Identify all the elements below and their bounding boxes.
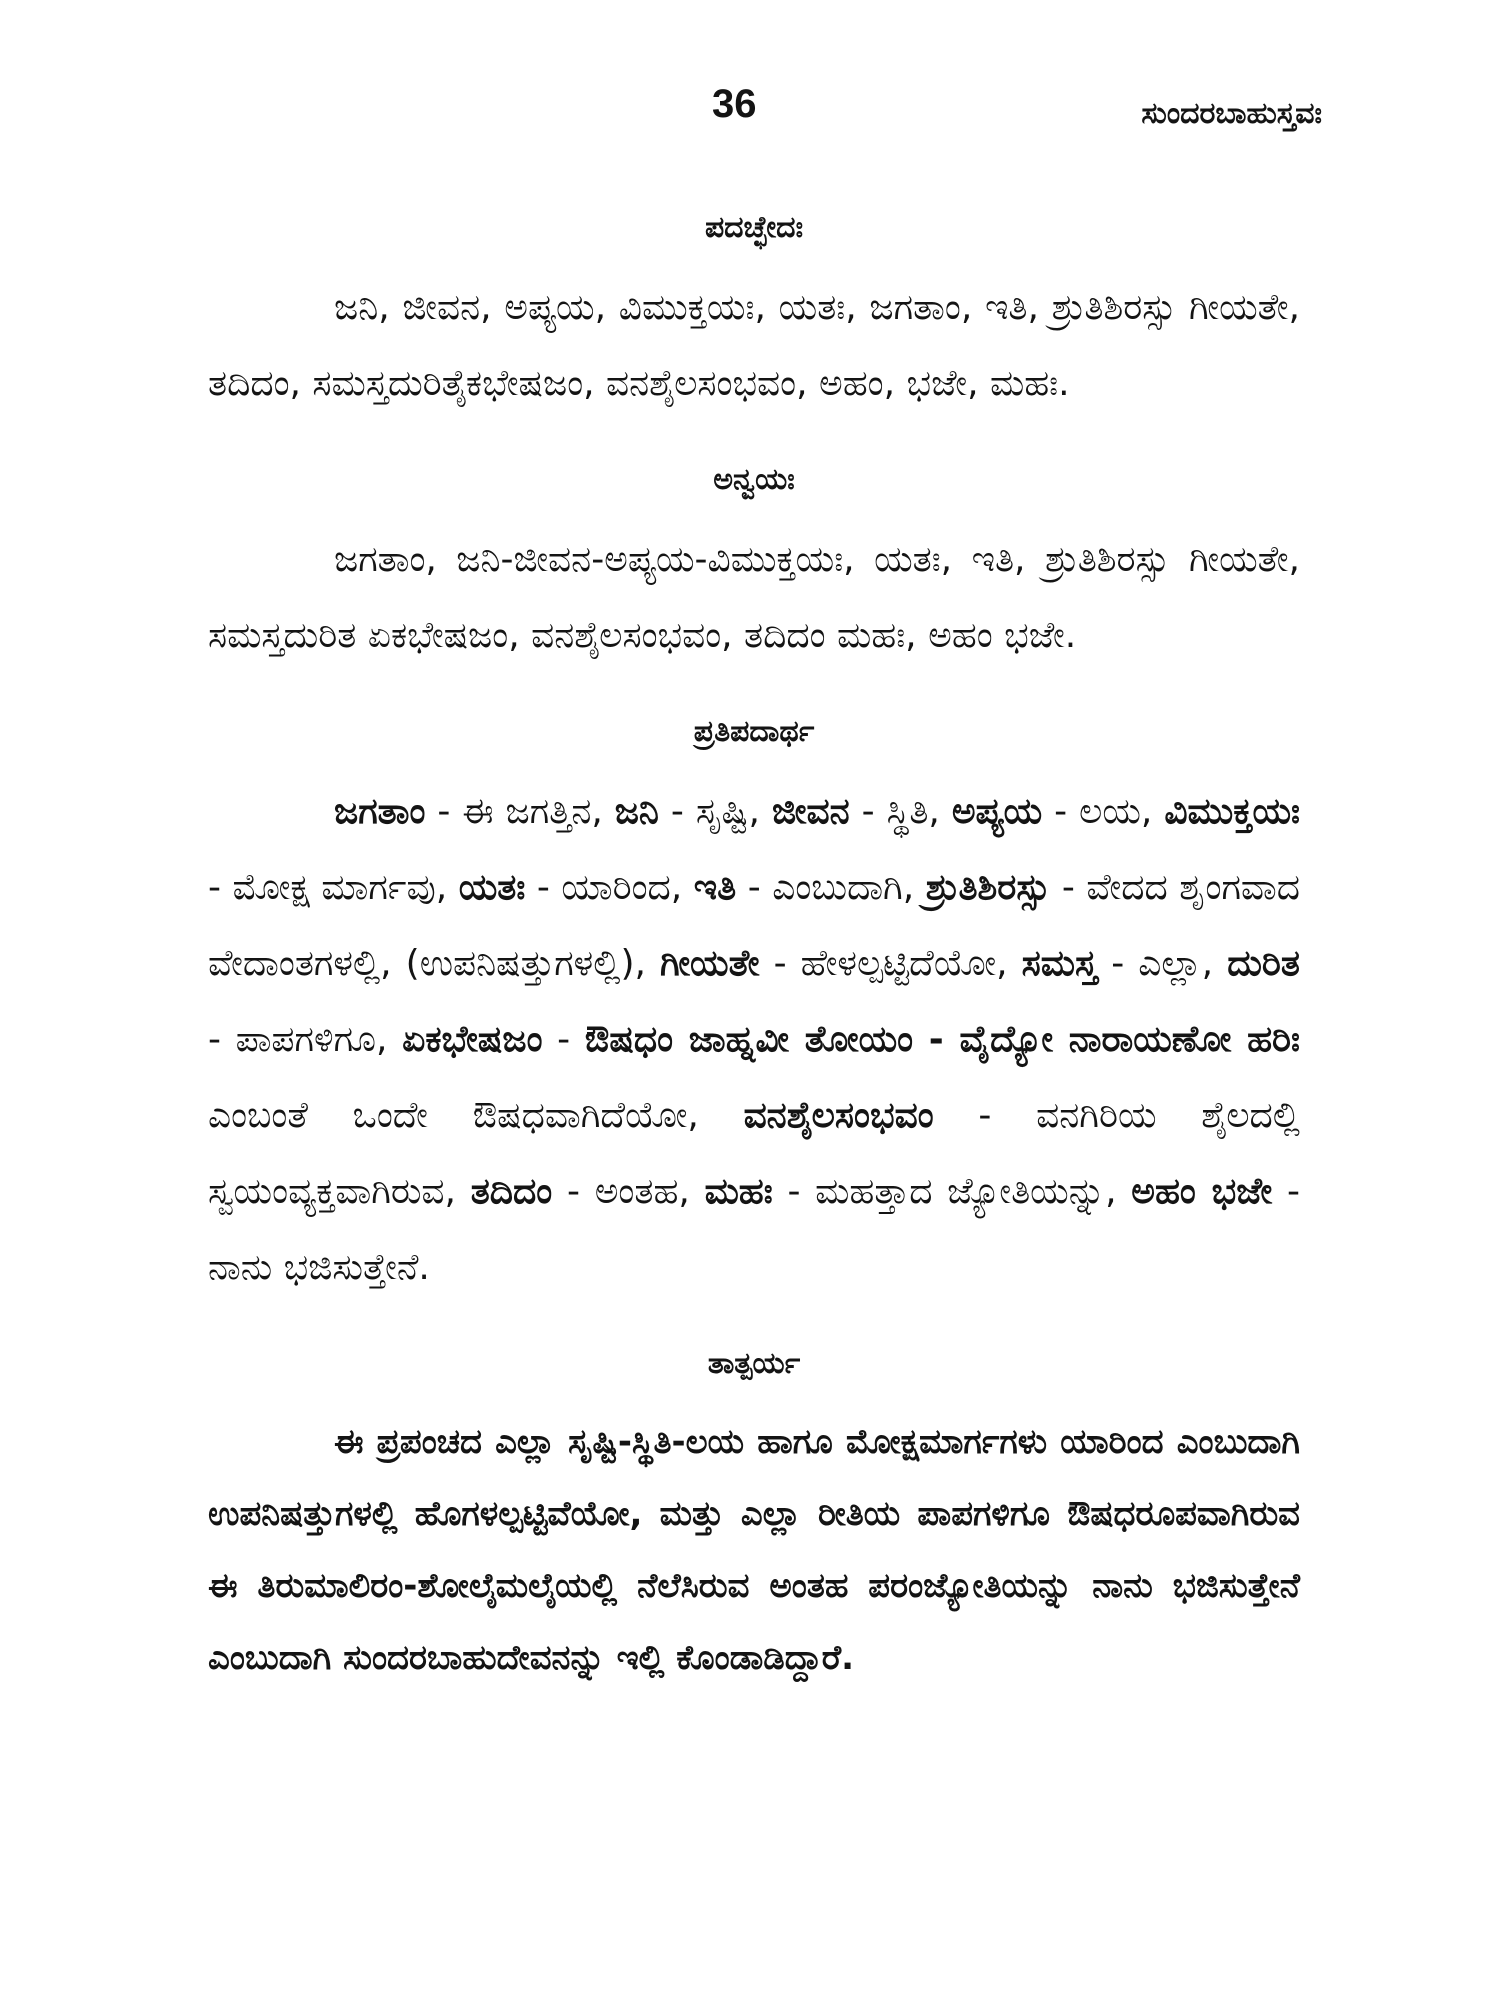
term-word: ಸಮಸ್ತ xyxy=(1021,943,1098,984)
term-word: ಗೀಯತೇ xyxy=(660,943,760,984)
term-word: ವನಶೈಲಸಂಭವಂ xyxy=(743,1095,934,1136)
term-meaning: - xyxy=(542,1019,585,1060)
term-word: ತದಿದಂ xyxy=(470,1171,553,1212)
section-heading: ಅನ್ವಯಃ xyxy=(713,462,795,497)
term-word: ಇತಿ xyxy=(693,867,737,908)
section-anvaya xyxy=(208,452,1300,674)
term-meaning: - ವನಗಿರಿಯ ಶೈಲದಲ್ಲಿ ಸ್ವಯಂವ್ಯಕ್ತವಾಗಿರುವ, xyxy=(208,1095,1301,1212)
term-meaning: - ವೇದದ ಶೃಂಗವಾದ ವೇದಾಂತಗಳಲ್ಲಿ, (ಉಪನಿಷತ್ತುಗಳಲ್ಲಿ), xyxy=(208,867,1300,984)
section-heading: ಪದಚ್ಛೇದಃ xyxy=(704,210,804,245)
term-meaning: - ನಾನು ಭಜಿಸುತ್ತೇನೆ. xyxy=(208,1171,1300,1288)
section-heading: ತಾತ್ಪರ್ಯ xyxy=(707,1346,801,1381)
term-meaning: - ಹೇಳಲ್ಪಟ್ಟಿದೆಯೋ, xyxy=(759,943,1022,984)
term-meaning: - ಯಾರಿಂದ, xyxy=(525,867,694,908)
section-pratipadartha xyxy=(208,704,1300,1306)
term-word: ಯತಃ xyxy=(458,867,526,908)
section-tatparya xyxy=(208,1336,1300,1694)
term-meaning: - ಲಯ, xyxy=(1042,791,1165,832)
page-number: 36 xyxy=(712,82,757,126)
term-word: ಅಪ್ಯಯ xyxy=(951,791,1043,832)
term-meaning: - ಸ್ಥಿತಿ, xyxy=(849,791,952,832)
term-meaning: - ಪಾಪಗಳಿಗೂ, xyxy=(208,1019,403,1060)
section-text: ಜಗತಾಂ, ಜನಿ-ಜೀವನ-ಅಪ್ಯಯ-ವಿಮುಕ್ತಯಃ, ಯತಃ, ಇತಿ, ಶ್ರುತಿಶಿರಸ್ಸು ಗೀಯತೇ, ಸಮಸ್ತದುರಿತ ಏಕಭೇಷಜಂ, ವನಶೈಲಸಂಭವಂ, ತದಿದಂ ಮಹಃ, ಅಹಂ ಭಜೇ. xyxy=(208,539,1300,656)
term-meaning: - ಮೋಕ್ಷ ಮಾರ್ಗವು, xyxy=(208,867,459,908)
term-word: ಅಹಂ ಭಜೇ xyxy=(1131,1171,1273,1212)
term-word: ಜಗತಾಂ xyxy=(334,791,426,832)
term-meaning: ಎಂಬಂತೆ ಒಂದೇ ಔಷಧವಾಗಿದೆಯೋ, xyxy=(208,1095,744,1136)
section-text: ಜನಿ, ಜೀವನ, ಅಪ್ಯಯ, ವಿಮುಕ್ತಯಃ, ಯತಃ, ಜಗತಾಂ, ಇತಿ, ಶ್ರುತಿಶಿರಸ್ಸು ಗೀಯತೇ, ತದಿದಂ, ಸಮಸ್ತದುರಿತೈಕಭೇಷಜಂ, ವನಶೈಲಸಂಭವಂ, ಅಹಂ, ಭಜೇ, ಮಹಃ. xyxy=(208,287,1300,404)
term-word: ಏಕಭೇಷಜಂ xyxy=(402,1019,543,1060)
section-text: ಈ ಪ್ರಪಂಚದ ಎಲ್ಲಾ ಸೃಷ್ಟಿ-ಸ್ಥಿತಿ-ಲಯ ಹಾಗೂ ಮೋಕ್ಷಮಾರ್ಗಗಳು ಯಾರಿಂದ ಎಂಬುದಾಗಿ ಉಪನಿಷತ್ತುಗಳಲ್ಲಿ ಹೊಗಳಲ್ಪಟ್ಟಿವೆಯೋ, ಮತ್ತು ಎಲ್ಲಾ ರೀತಿಯ ಪಾಪಗಳಿಗೂ ಔಷಧರೂಪವಾಗಿರುವ ಈ ತಿರುಮಾಲಿರಂ-ಶೋಲೈಮಲೈಯಲ್ಲಿ ನೆಲೆಸಿರುವ ಅಂತಹ ಪರಂಜ್ಯೋತಿಯನ್ನು ನಾನು ಭಜಿಸುತ್ತೇನೆ ಎಂಬುದಾಗಿ ಸುಂದರಬಾಹುದೇವನನ್ನು ಇಲ್ಲಿ ಕೊಂಡಾಡಿದ್ದಾರೆ. xyxy=(208,1422,1300,1678)
term-word: ಮಹಃ xyxy=(704,1171,773,1212)
term-word: ಜೀವನ xyxy=(771,791,850,832)
page-body xyxy=(208,200,1300,1724)
term-meaning: - ಸೃಷ್ಟಿ, xyxy=(658,791,772,832)
term-meaning: - ಅಂತಹ, xyxy=(552,1171,705,1212)
section-heading: ಪ್ರತಿಪದಾರ್ಥ xyxy=(693,714,815,749)
running-title: ಸುಂದರಬಾಹುಸ್ತವಃ xyxy=(1141,96,1322,131)
term-word: ಶ್ರುತಿಶಿರಸ್ಸು xyxy=(925,867,1051,908)
term-meaning: - ಮಹತ್ತಾದ ಜ್ಯೋತಿಯನ್ನು, xyxy=(772,1171,1132,1212)
term-meaning: - ಎಂಬುದಾಗಿ, xyxy=(736,867,926,908)
term-word: ಜನಿ xyxy=(614,791,659,832)
word-meanings xyxy=(208,774,1300,1306)
page-header xyxy=(0,0,1500,150)
term-meaning: - ಈ ಜಗತ್ತಿನ, xyxy=(425,791,615,832)
section-padaccheda xyxy=(208,200,1300,422)
term-word: ಔಷಧಂ ಜಾಹ್ನವೀ ತೋಯಂ - ವೈದ್ಯೋ ನಾರಾಯಣೋ ಹರಿಃ xyxy=(584,1019,1300,1060)
term-word: ದುರಿತ xyxy=(1227,943,1300,984)
term-word: ವಿಮುಕ್ತಯಃ xyxy=(1164,791,1301,832)
term-meaning: - ಎಲ್ಲಾ, xyxy=(1097,943,1228,984)
